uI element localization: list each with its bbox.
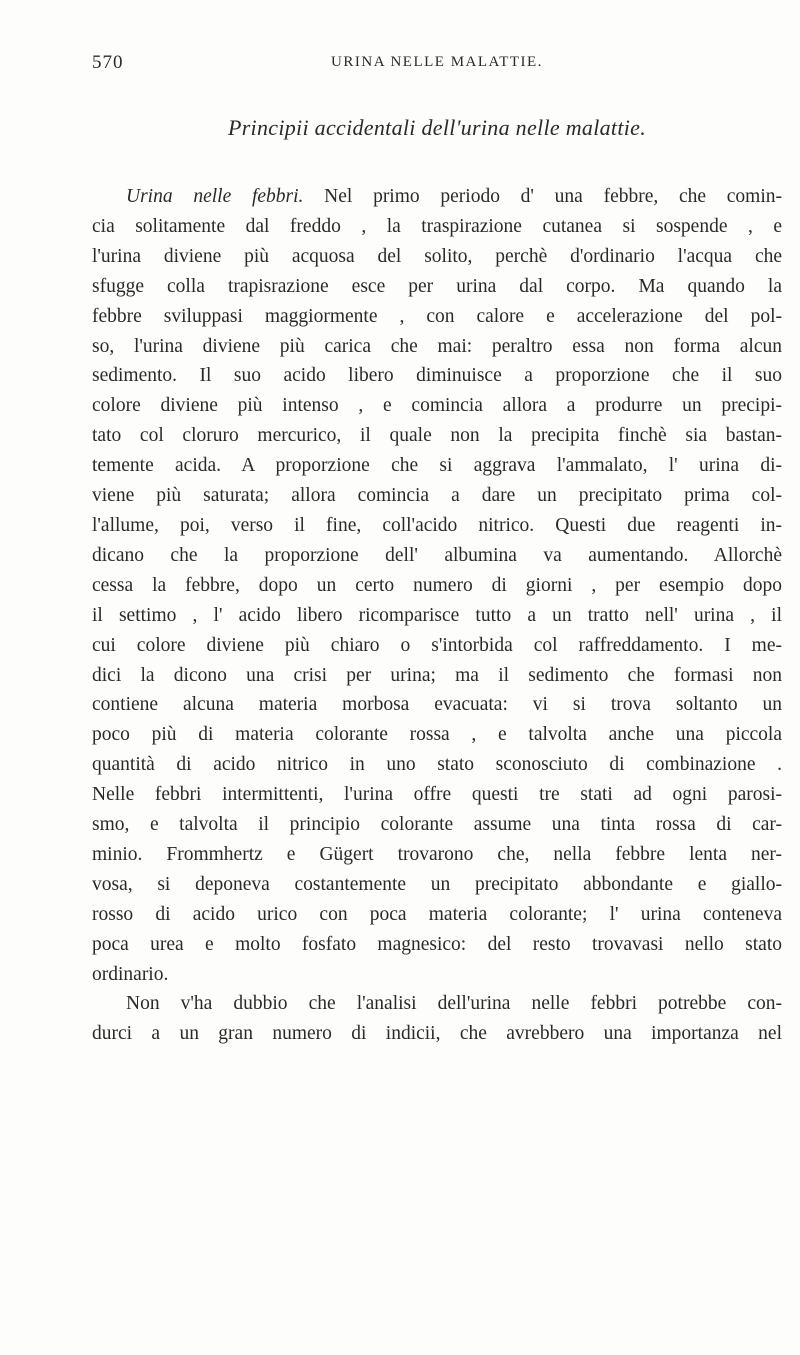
- paragraph-line: viene più saturata; allora comincia a dare un precipitato prima col-: [92, 485, 782, 507]
- paragraph-line: dicano che la proporzione dell' albumina va aumentando. Allorchè: [92, 544, 782, 566]
- paragraph-line: durci a un gran numero di indicii, che avrebbero una importanza nel: [92, 1023, 782, 1045]
- paragraph-line: sfugge colla trapisrazione esce per urina dal corpo. Ma quando la: [92, 275, 782, 297]
- paragraph-line: febbre sviluppasi maggiormente , con calore e accelerazione del pol-: [92, 305, 782, 327]
- paragraph-line: l'allume, poi, verso il fine, coll'acido nitrico. Questi due reagenti in-: [92, 514, 782, 536]
- paragraph-line: cui colore diviene più chiaro o s'intorbida col raffreddamento. I me-: [92, 634, 782, 656]
- paragraph-line: temente acida. A proporzione che si aggrava l'ammalato, l' urina di-: [92, 455, 782, 477]
- page-header: [92, 52, 782, 76]
- paragraph-line: quantità di acido nitrico in uno stato sconosciuto di combinazione .: [92, 754, 782, 776]
- paragraph-line: dici la dicono una crisi per urina; ma il sedimento che formasi non: [92, 664, 782, 686]
- running-head: URINA NELLE MALATTIE.: [331, 54, 543, 70]
- paragraph-line: cia solitamente dal freddo , la traspirazione cutanea si sospende , e: [92, 215, 782, 237]
- body-text: [92, 182, 782, 1049]
- paragraph-line: tato col cloruro mercurico, il quale non la precipita finchè sia bastan-: [92, 425, 782, 447]
- paragraph-line: l'urina diviene più acquosa del solito, perchè d'ordinario l'acqua che: [92, 245, 782, 267]
- paragraph-line: cessa la febbre, dopo un certo numero di giorni , per esempio dopo: [92, 574, 782, 596]
- paragraph-line: ordinario.: [92, 963, 169, 985]
- paragraph-line: il settimo , l' acido libero ricomparisce tutto a un tratto nell' urina , il: [92, 604, 782, 626]
- paragraph-line-text: Nel primo periodo d' una febbre, che comin-: [324, 186, 783, 207]
- paragraph-lead: Urina nelle febbri.: [126, 186, 304, 207]
- section-title: Principii accidentali dell'urina nelle malattie.: [227, 115, 647, 140]
- paragraph-line: vosa, si deponeva costantemente un precipitato abbondante e giallo-: [92, 873, 782, 895]
- paragraph-line: smo, e talvolta il principio colorante assume una tinta rossa di car-: [92, 814, 782, 836]
- paragraph-line: Non v'ha dubbio che l'analisi dell'urina nelle febbri potrebbe con-: [126, 993, 782, 1015]
- page-number: 570: [92, 52, 124, 73]
- paragraph-line: rosso di acido urico con poca materia colorante; l' urina conteneva: [92, 903, 782, 925]
- paragraph-line: contiene alcuna materia morbosa evacuata: vi si trova soltanto un: [92, 694, 782, 716]
- paragraph-line: poca urea e molto fosfato magnesico: del resto trovavasi nello stato: [92, 933, 782, 955]
- paragraph-line: sedimento. Il suo acido libero diminuisce a proporzione che il suo: [92, 365, 782, 387]
- paragraph-line: minio. Frommhertz e Gügert trovarono che, nella febbre lenta ner-: [92, 843, 782, 865]
- paragraph-line: Nelle febbri intermittenti, l'urina offre questi tre stati ad ogni parosi-: [92, 784, 782, 806]
- paragraph-line: [92, 182, 782, 212]
- paragraph-line: poco più di materia colorante rossa , e talvolta anche una piccola: [92, 724, 782, 746]
- paragraph-line: colore diviene più intenso , e comincia allora a produrre un precipi-: [92, 395, 782, 417]
- paragraph-line: so, l'urina diviene più carica che mai: peraltro essa non forma alcun: [92, 335, 782, 357]
